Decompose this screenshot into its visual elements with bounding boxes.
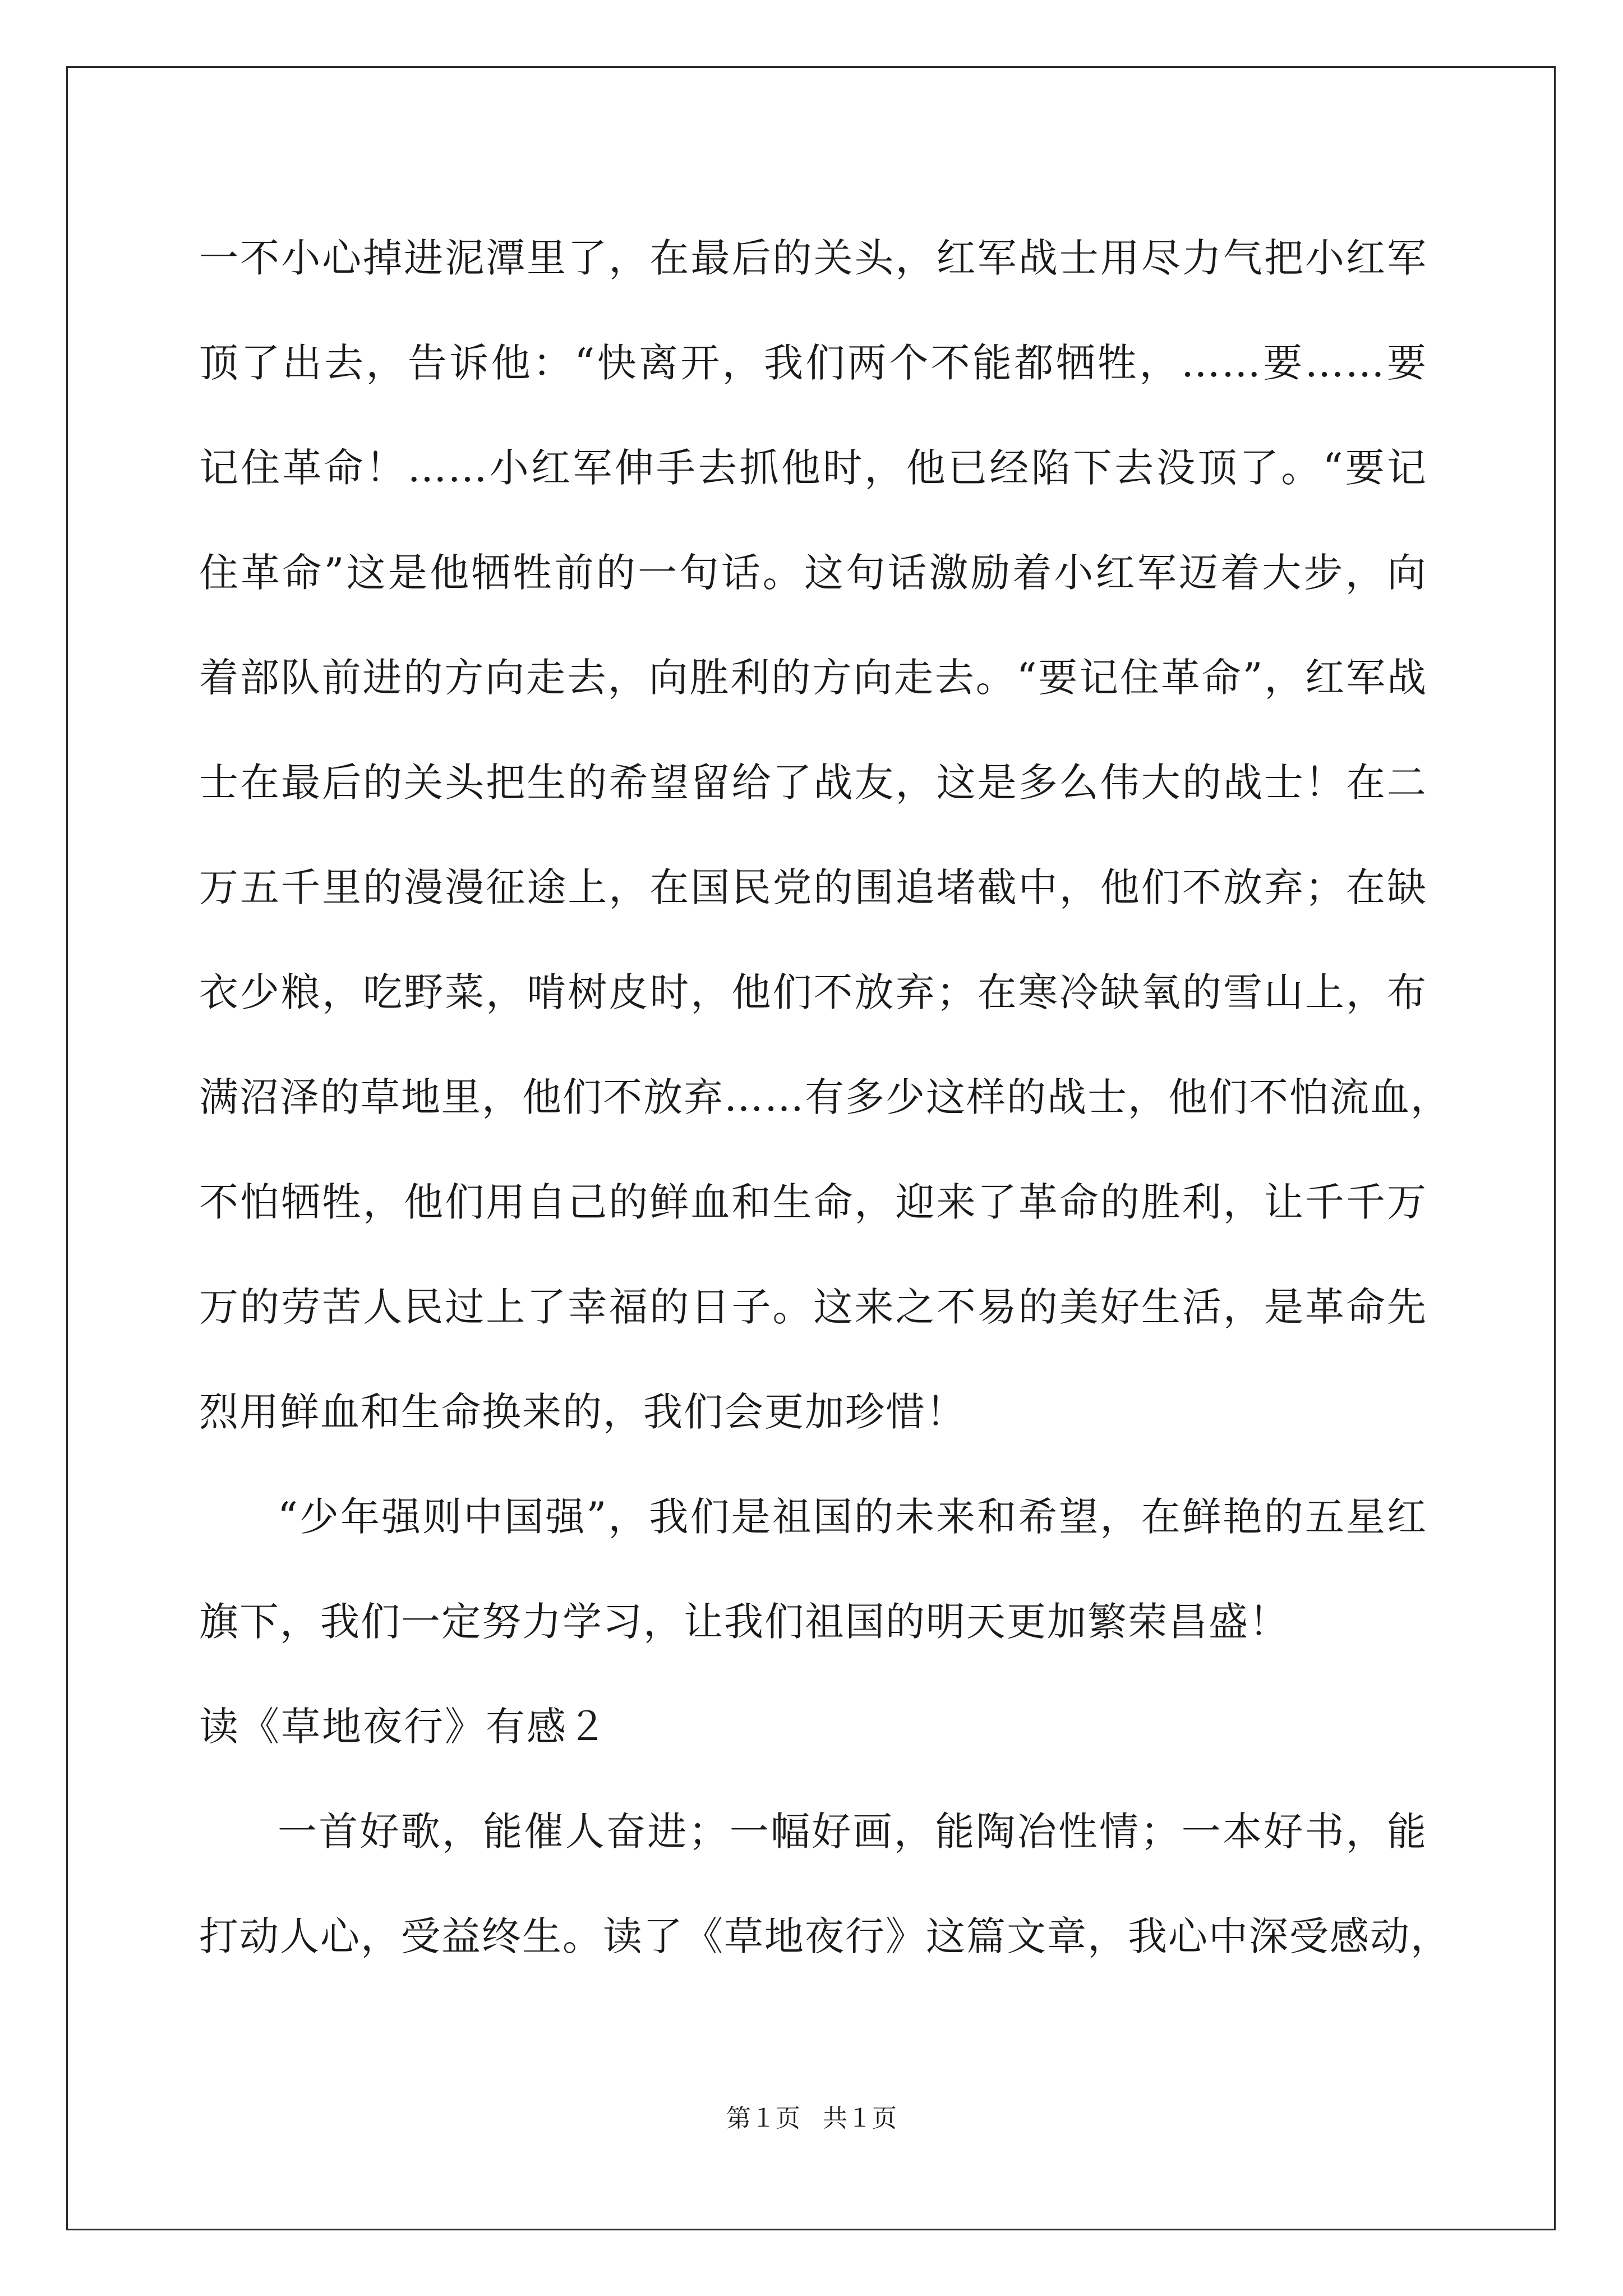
text-line: 顶了出去，告诉他：“快离开，我们两个不能都牺牲，……要……要 [199,340,1427,386]
text-line: 万五千里的漫漫征途上，在国民党的围追堵截中，他们不放弃；在缺 [199,864,1427,910]
text-line: 住革命”这是他牺牲前的一句话。这句话激励着小红军迈着大步，向 [199,550,1427,596]
text-line: 不怕牺牲，他们用自己的鲜血和生命，迎来了革命的胜利，让千千万 [199,1179,1427,1225]
text-line: 满沼泽的草地里，他们不放弃……有多少这样的战士，他们不怕流血， [199,1074,1451,1120]
text-line: “少年强则中国强”，我们是祖国的未来和希望，在鲜艳的五星红 [278,1494,1427,1540]
text-line: 一首好歌，能催人奋进；一幅好画，能陶冶性情；一本好书，能 [278,1809,1427,1855]
text-line: 一不小心掉进泥潭里了，在最后的关头，红军战士用尽力气把小红军 [199,235,1427,281]
page-total: 共１页 [823,2104,897,2133]
text-line: 衣少粮，吃野菜，啃树皮时，他们不放弃；在寒冷缺氧的雪山上，布 [199,969,1427,1015]
text-line: 烈用鲜血和生命换来的，我们会更加珍惜！ [199,1389,966,1435]
text-line: 士在最后的关头把生的希望留给了战友，这是多么伟大的战士！在二 [199,760,1427,806]
text-line: 打动人心，受益终生。读了《草地夜行》这篇文章，我心中深受感动， [199,1913,1451,1959]
text-line: 记住革命！……小红军伸手去抓他时，他已经陷下去没顶了。“要记 [199,445,1427,491]
text-line: 着部队前进的方向走去，向胜利的方向走去。“要记住革命”，红军战 [199,655,1427,701]
page-footer [0,2098,1623,2134]
section-heading: 读《草地夜行》有感２ [199,1704,608,1750]
text-line: 旗下，我们一定努力学习，让我们祖国的明天更加繁荣昌盛！ [199,1599,1289,1645]
text-line: 万的劳苦人民过上了幸福的日子。这来之不易的美好生活，是革命先 [199,1284,1427,1330]
page-number: 第１页 [726,2104,800,2133]
document-body [199,216,1451,1999]
